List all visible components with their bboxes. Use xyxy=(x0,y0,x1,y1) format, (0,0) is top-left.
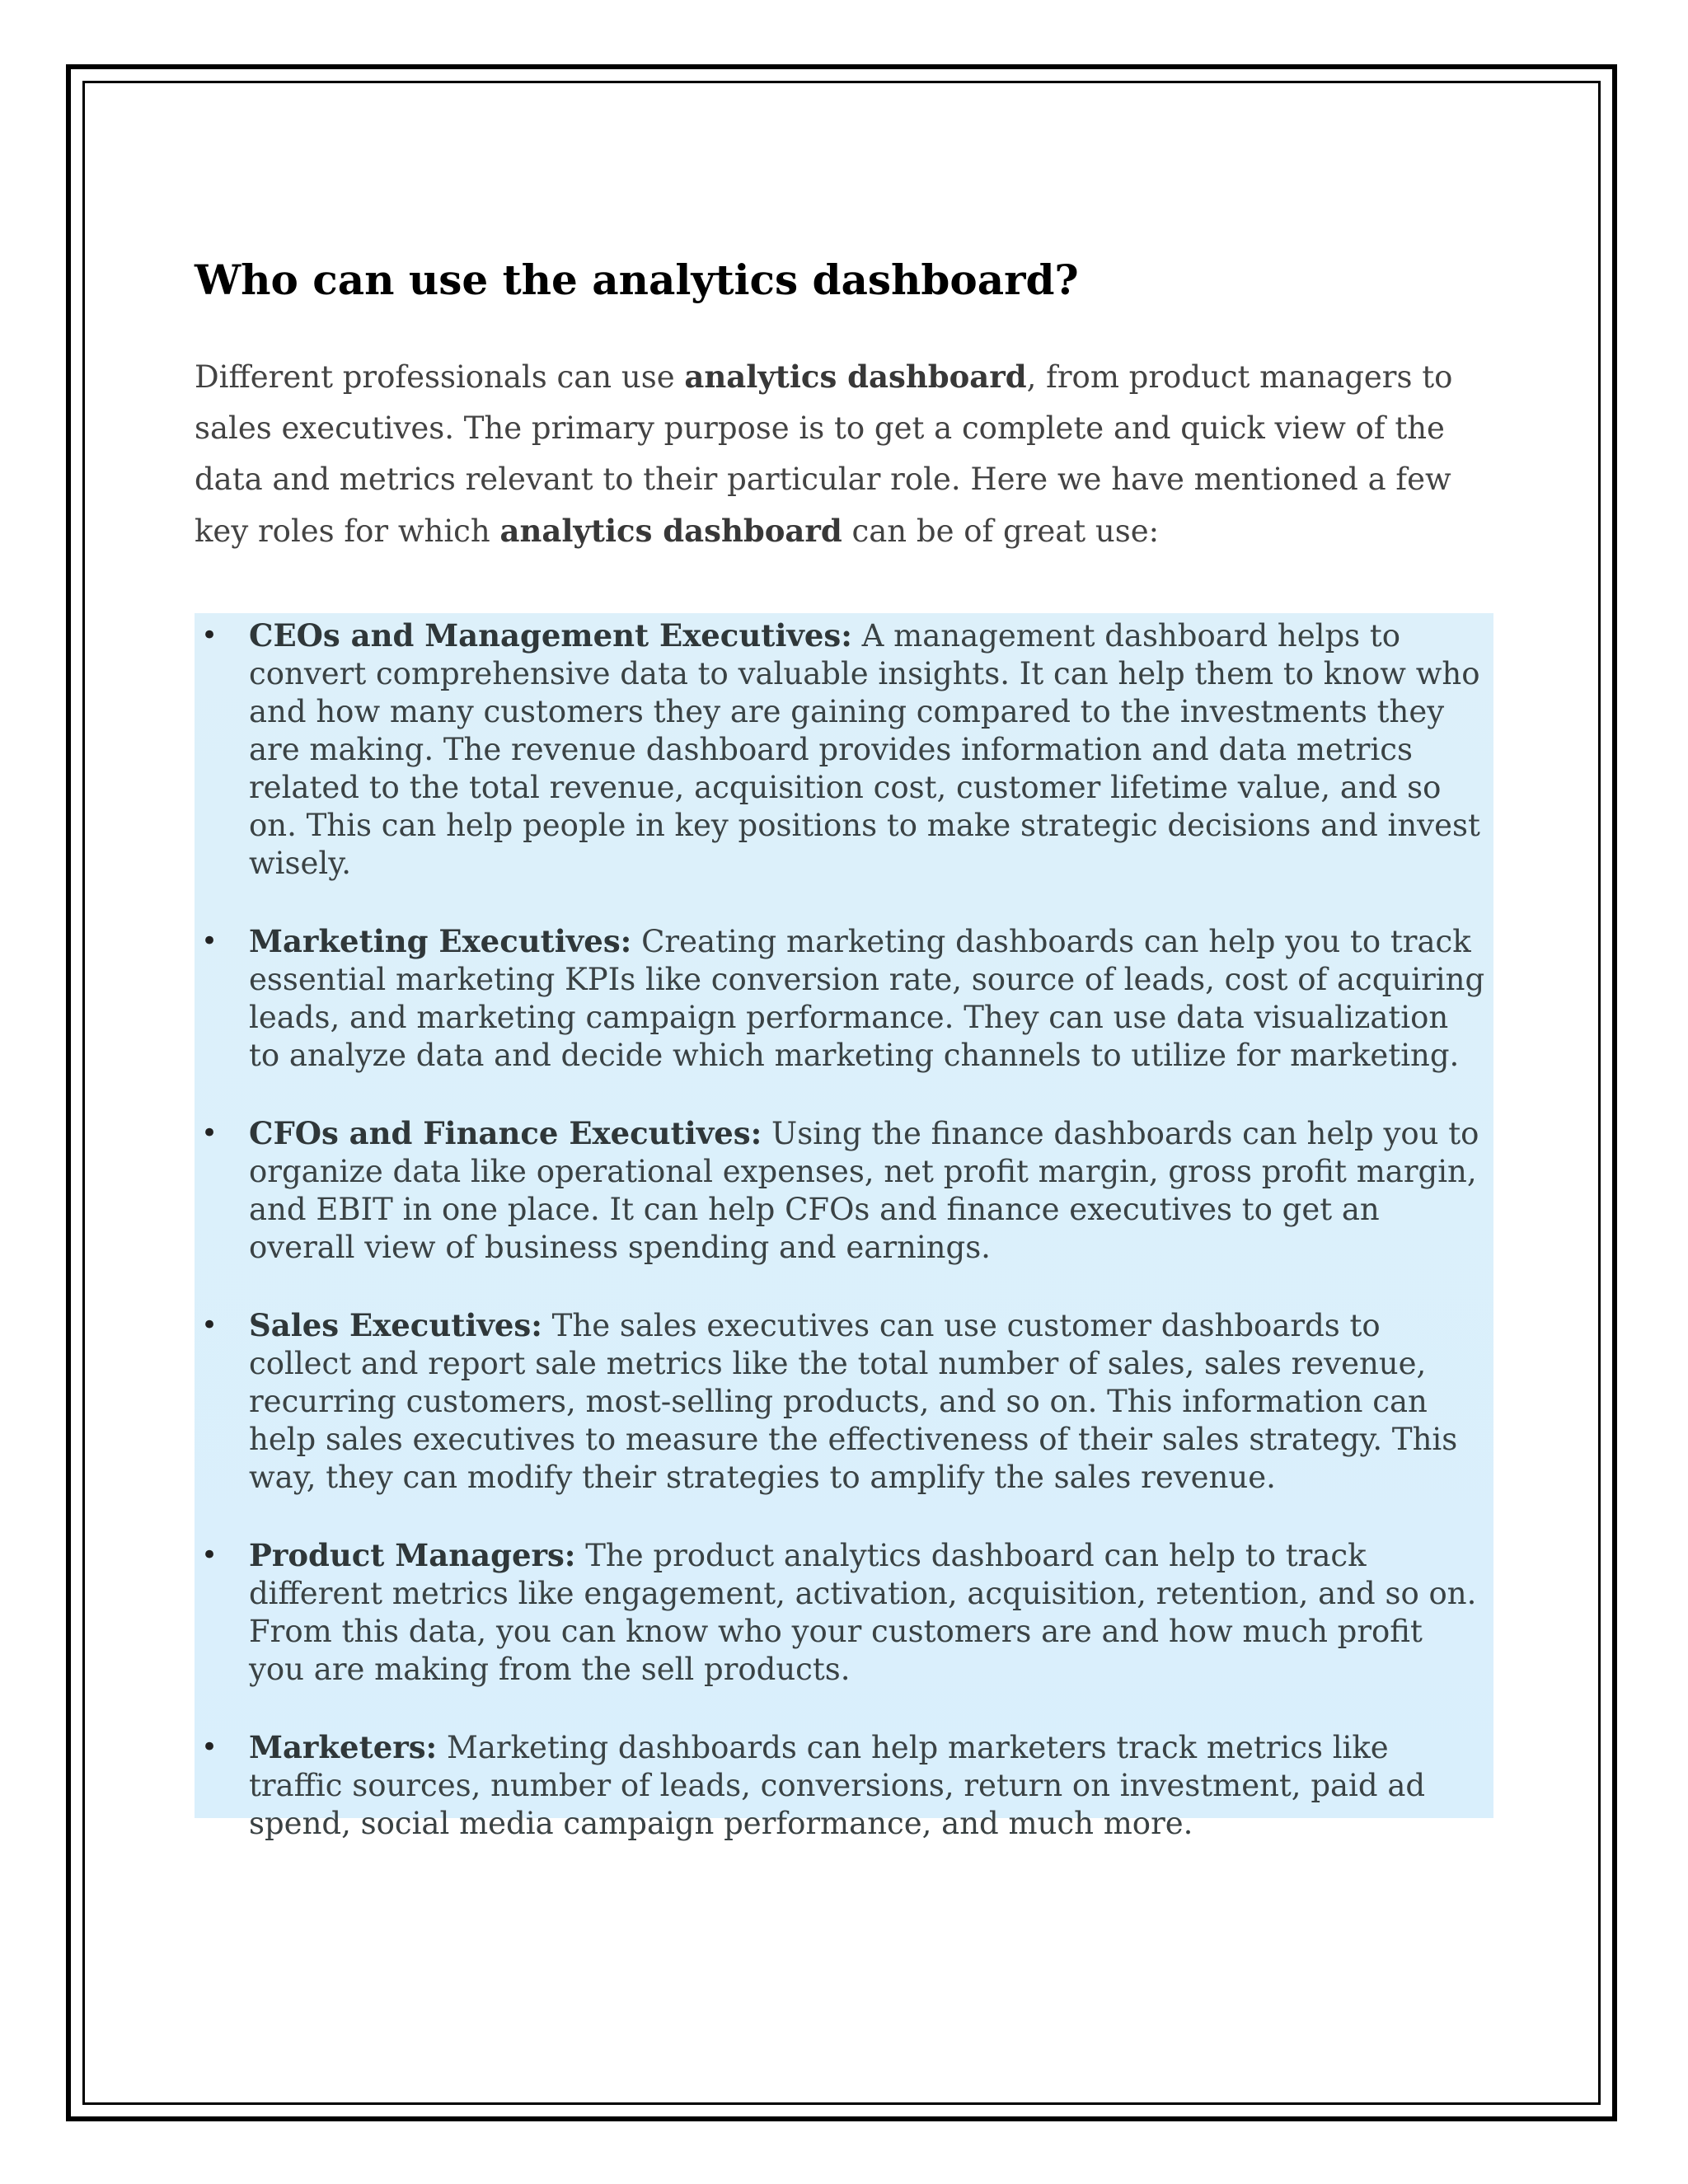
bullet-dot-icon: • xyxy=(201,1309,218,1342)
list-item xyxy=(195,1728,1493,1843)
role-description: Using the finance dashboards can help you to organize data like operational expenses, net profit margin, gross profit margin, and EBIT in one place. It can help CFOs and finance executives to get an overall view of business spending and earnings. xyxy=(249,1116,1479,1265)
intro-text-2: , from product managers to sales executives. The primary purpose is to get a complete and quick view of the data and metrics relevant to their particular role. Here we have mentioned a few key roles for which xyxy=(195,359,1453,549)
list-item xyxy=(195,1306,1493,1497)
list-item xyxy=(195,1114,1493,1267)
list-item xyxy=(195,922,1493,1075)
intro-bold-2: analytics dashboard xyxy=(499,513,842,549)
role-title: Marketing Executives: xyxy=(249,923,632,959)
role-description: A management dashboard helps to convert comprehensive data to valuable insights. It can help them to know who and how many customers they are gaining compared to the investments they are making. The revenue dashboard provides information and data metrics related to the total revenue, acquisition cost, customer lifetime value, and so on. This can help people in key positions to make strategic decisions and invest wisely. xyxy=(249,618,1480,881)
role-title: Sales Executives: xyxy=(249,1307,542,1343)
roles-highlight-box xyxy=(195,613,1493,1841)
bullet-dot-icon: • xyxy=(201,619,218,652)
role-description: Marketing dashboards can help marketers track metrics like traffic sources, number of leads, conversions, return on investment, paid ad spend, social media campaign performance, and much more. xyxy=(249,1730,1426,1841)
roles-list xyxy=(195,616,1493,1843)
role-description: The product analytics dashboard can help to track different metrics like engagement, activation, acquisition, retention, and so on. From this data, you can know who your customers are and how much profit you are making from the sell products. xyxy=(249,1538,1477,1687)
role-description: The sales executives can use customer dashboards to collect and report sale metrics like the total number of sales, sales revenue, recurring customers, most-selling products, and so on. This information can help sales executives to measure the effectiveness of their sales strategy. This way, they can modify their strategies to amplify the sales revenue. xyxy=(249,1308,1458,1495)
role-title: Product Managers: xyxy=(249,1537,576,1573)
role-title: CEOs and Management Executives: xyxy=(249,617,852,654)
bullet-dot-icon: • xyxy=(201,925,218,958)
role-title: CFOs and Finance Executives: xyxy=(249,1115,762,1151)
list-item xyxy=(195,616,1493,883)
page-title: Who can use the analytics dashboard? xyxy=(195,255,1079,304)
role-description: Creating marketing dashboards can help you to track essential marketing KPIs like conversion rate, source of leads, cost of acquiring leads, and marketing campaign performance. They can use data visualization to analyze data and decide which marketing channels to utilize for marketing. xyxy=(249,924,1485,1073)
intro-paragraph xyxy=(195,351,1497,557)
bullet-dot-icon: • xyxy=(201,1117,218,1150)
bullet-dot-icon: • xyxy=(201,1539,218,1572)
document-content xyxy=(195,249,1497,557)
role-title: Marketers: xyxy=(249,1729,438,1765)
intro-bold-1: analytics dashboard xyxy=(684,359,1027,395)
intro-text-1: Different professionals can use xyxy=(195,359,685,395)
list-item xyxy=(195,1536,1493,1689)
intro-text-3: can be of great use: xyxy=(842,513,1160,549)
bullet-dot-icon: • xyxy=(201,1731,218,1764)
